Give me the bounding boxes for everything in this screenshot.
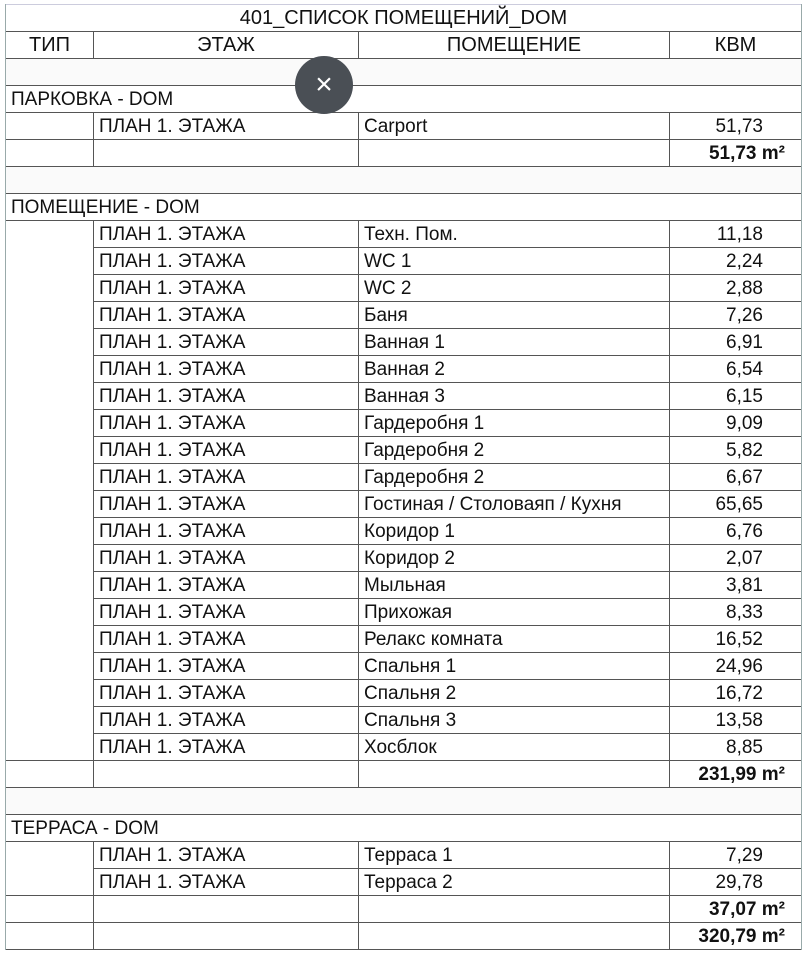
type-cell: [6, 517, 93, 544]
room-cell: Гардеробня 1: [358, 409, 669, 436]
area-cell: 6,67: [669, 463, 801, 490]
table-row: [6, 841, 801, 868]
table-row: [6, 706, 801, 733]
table-row: [6, 112, 801, 139]
floor-cell: ПЛАН 1. ЭТАЖА: [93, 517, 358, 544]
area-cell: 16,52: [669, 625, 801, 652]
table-row: [6, 328, 801, 355]
table-row: [6, 409, 801, 436]
floor-cell: ПЛАН 1. ЭТАЖА: [93, 652, 358, 679]
group-name: ПОМЕЩЕНИЕ - DOM: [6, 193, 801, 220]
group-header-row: [6, 193, 801, 220]
room-cell: Коридор 2: [358, 544, 669, 571]
table-row: [6, 436, 801, 463]
table-row: [6, 490, 801, 517]
floor-cell: ПЛАН 1. ЭТАЖА: [93, 868, 358, 895]
blank-cell: [6, 58, 801, 85]
floor-cell: [93, 895, 358, 922]
type-cell: [6, 598, 93, 625]
floor-cell: ПЛАН 1. ЭТАЖА: [93, 571, 358, 598]
group-total-row: [6, 895, 801, 922]
type-cell: [6, 247, 93, 274]
header-floor: ЭТАЖ: [93, 31, 358, 58]
table-row: [6, 274, 801, 301]
table-row: [6, 571, 801, 598]
floor-cell: ПЛАН 1. ЭТАЖА: [93, 247, 358, 274]
header-type: ТИП: [6, 31, 93, 58]
room-cell: WC 2: [358, 274, 669, 301]
floor-cell: ПЛАН 1. ЭТАЖА: [93, 274, 358, 301]
room-cell: Ванная 1: [358, 328, 669, 355]
table-row: [6, 598, 801, 625]
area-cell: 8,33: [669, 598, 801, 625]
close-button[interactable]: [295, 56, 353, 114]
type-cell: [6, 544, 93, 571]
type-cell: [6, 895, 93, 922]
table-row: [6, 463, 801, 490]
type-cell: [6, 328, 93, 355]
group-name: ТЕРРАСА - DOM: [6, 814, 801, 841]
room-cell: Баня: [358, 301, 669, 328]
floor-cell: ПЛАН 1. ЭТАЖА: [93, 733, 358, 760]
header-area: КВМ: [669, 31, 801, 58]
room-cell: [358, 922, 669, 949]
type-cell: [6, 463, 93, 490]
area-cell: 16,72: [669, 679, 801, 706]
area-cell: 8,85: [669, 733, 801, 760]
type-cell: [6, 382, 93, 409]
area-cell: 7,29: [669, 841, 801, 868]
header-row: [6, 31, 801, 58]
area-cell: 24,96: [669, 652, 801, 679]
type-cell: [6, 274, 93, 301]
room-cell: Хосблок: [358, 733, 669, 760]
table-row: [6, 733, 801, 760]
group-total: 231,99 m²: [669, 760, 801, 787]
group-header-row: [6, 814, 801, 841]
area-cell: 3,81: [669, 571, 801, 598]
type-cell: [6, 652, 93, 679]
room-cell: Ванная 2: [358, 355, 669, 382]
floor-cell: [93, 922, 358, 949]
area-cell: 2,07: [669, 544, 801, 571]
room-cell: Прихожая: [358, 598, 669, 625]
area-cell: 13,58: [669, 706, 801, 733]
floor-cell: [93, 760, 358, 787]
table-row: [6, 247, 801, 274]
floor-cell: ПЛАН 1. ЭТАЖА: [93, 679, 358, 706]
floor-cell: ПЛАН 1. ЭТАЖА: [93, 436, 358, 463]
floor-cell: ПЛАН 1. ЭТАЖА: [93, 463, 358, 490]
table-row: [6, 652, 801, 679]
type-cell: [6, 139, 93, 166]
floor-cell: ПЛАН 1. ЭТАЖА: [93, 409, 358, 436]
floor-cell: ПЛАН 1. ЭТАЖА: [93, 598, 358, 625]
floor-cell: ПЛАН 1. ЭТАЖА: [93, 112, 358, 139]
table-row: [6, 220, 801, 247]
area-cell: 2,24: [669, 247, 801, 274]
area-cell: 7,26: [669, 301, 801, 328]
close-icon: ×: [315, 68, 333, 101]
area-cell: 29,78: [669, 868, 801, 895]
area-cell: 6,76: [669, 517, 801, 544]
room-cell: Техн. Пом.: [358, 220, 669, 247]
room-cell: Терраса 1: [358, 841, 669, 868]
group-total-row: [6, 760, 801, 787]
type-cell: [6, 490, 93, 517]
area-cell: 11,18: [669, 220, 801, 247]
room-cell: Релакс комната: [358, 625, 669, 652]
area-cell: 6,91: [669, 328, 801, 355]
blank-row: [6, 787, 801, 814]
type-cell: [6, 733, 93, 760]
blank-cell: [6, 166, 801, 193]
room-cell: Гардеробня 2: [358, 436, 669, 463]
group-total: 37,07 m²: [669, 895, 801, 922]
type-cell: [6, 922, 93, 949]
area-cell: 2,88: [669, 274, 801, 301]
type-cell: [6, 220, 93, 247]
floor-cell: [93, 139, 358, 166]
type-cell: [6, 301, 93, 328]
group-total: 51,73 m²: [669, 139, 801, 166]
type-cell: [6, 841, 93, 868]
room-cell: Гостиная / Столоваяп / Кухня: [358, 490, 669, 517]
room-cell: Спальня 2: [358, 679, 669, 706]
area-cell: 6,54: [669, 355, 801, 382]
area-cell: 9,09: [669, 409, 801, 436]
area-cell: 6,15: [669, 382, 801, 409]
blank-row: [6, 58, 801, 85]
type-cell: [6, 706, 93, 733]
floor-cell: ПЛАН 1. ЭТАЖА: [93, 841, 358, 868]
room-cell: Спальня 1: [358, 652, 669, 679]
room-cell: Спальня 3: [358, 706, 669, 733]
blank-row: [6, 166, 801, 193]
group-name: ПАРКОВКА - DOM: [6, 85, 801, 112]
type-cell: [6, 112, 93, 139]
table-row: [6, 544, 801, 571]
room-cell: Ванная 3: [358, 382, 669, 409]
schedule-title: 401_СПИСОК ПОМЕЩЕНИЙ_DOM: [6, 4, 801, 31]
room-cell: [358, 895, 669, 922]
table-row: [6, 517, 801, 544]
table-row: [6, 679, 801, 706]
room-cell: Коридор 1: [358, 517, 669, 544]
group-total-row: [6, 139, 801, 166]
type-cell: [6, 409, 93, 436]
table-row: [6, 625, 801, 652]
header-room: ПОМЕЩЕНИЕ: [358, 31, 669, 58]
type-cell: [6, 355, 93, 382]
floor-cell: ПЛАН 1. ЭТАЖА: [93, 490, 358, 517]
room-cell: Carport: [358, 112, 669, 139]
floor-cell: ПЛАН 1. ЭТАЖА: [93, 706, 358, 733]
type-cell: [6, 868, 93, 895]
table-row: [6, 382, 801, 409]
type-cell: [6, 571, 93, 598]
floor-cell: ПЛАН 1. ЭТАЖА: [93, 328, 358, 355]
floor-cell: ПЛАН 1. ЭТАЖА: [93, 382, 358, 409]
area-cell: 51,73: [669, 112, 801, 139]
blank-cell: [6, 787, 801, 814]
type-cell: [6, 625, 93, 652]
table-row: [6, 301, 801, 328]
floor-cell: ПЛАН 1. ЭТАЖА: [93, 544, 358, 571]
room-cell: [358, 139, 669, 166]
floor-cell: ПЛАН 1. ЭТАЖА: [93, 625, 358, 652]
table-row: [6, 868, 801, 895]
room-cell: [358, 760, 669, 787]
type-cell: [6, 679, 93, 706]
room-schedule-table: [5, 4, 802, 950]
room-cell: Терраса 2: [358, 868, 669, 895]
grand-total-row: [6, 922, 801, 950]
type-cell: [6, 436, 93, 463]
room-cell: Гардеробня 2: [358, 463, 669, 490]
area-cell: 5,82: [669, 436, 801, 463]
grand-total: 320,79 m²: [669, 922, 801, 949]
table-row: [6, 355, 801, 382]
floor-cell: ПЛАН 1. ЭТАЖА: [93, 220, 358, 247]
floor-cell: ПЛАН 1. ЭТАЖА: [93, 355, 358, 382]
room-cell: Мыльная: [358, 571, 669, 598]
area-cell: 65,65: [669, 490, 801, 517]
room-cell: WC 1: [358, 247, 669, 274]
group-header-row: [6, 85, 801, 112]
floor-cell: ПЛАН 1. ЭТАЖА: [93, 301, 358, 328]
type-cell: [6, 760, 93, 787]
